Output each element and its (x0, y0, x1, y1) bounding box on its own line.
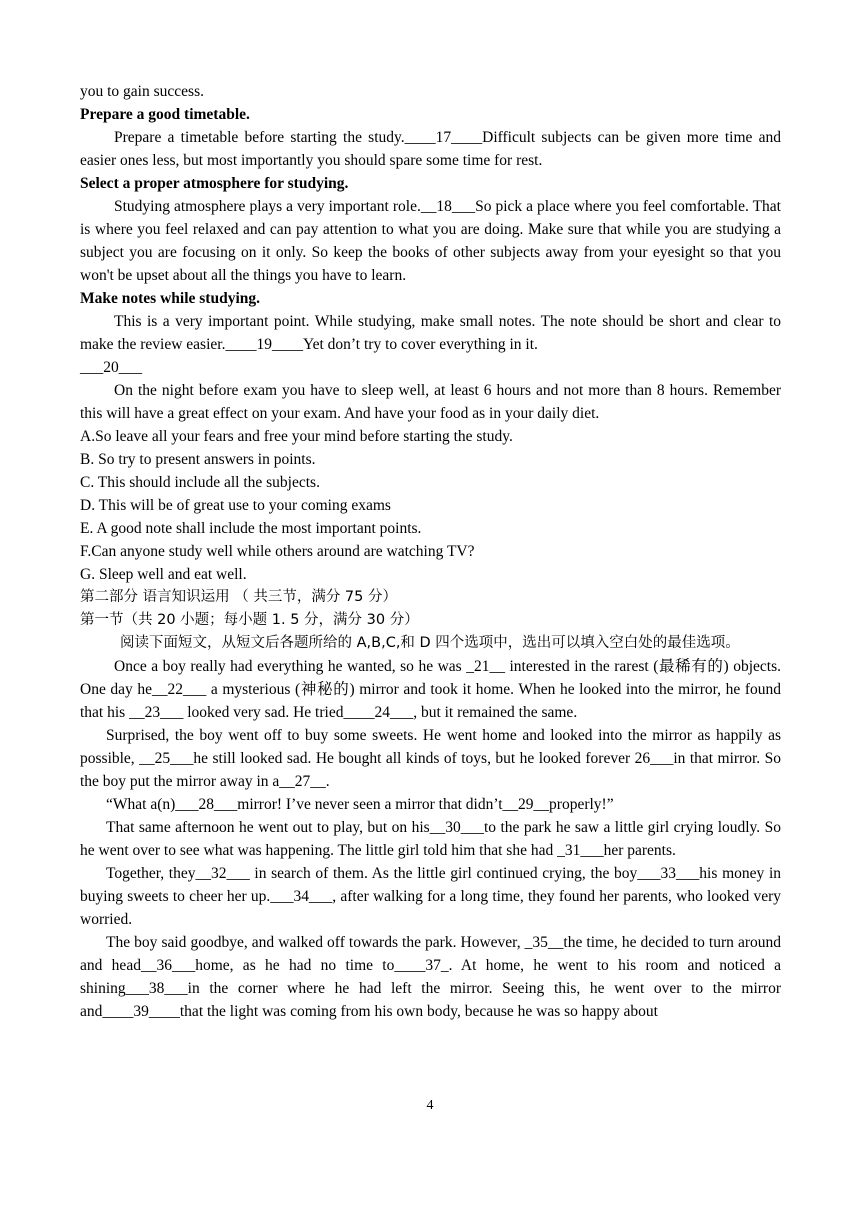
cloze-paragraph-3: “What a(n)___28___mirror! I’ve never seen a mirror that didn’t__29__properly!” (106, 796, 614, 813)
option-a: A.So leave all your fears and free your mind before starting the study. (80, 428, 513, 445)
option-b: B. So try to present answers in points. (80, 451, 316, 468)
section-heading-part2: 第二部分 语言知识运用 （ 共三节，满分 75 分） (80, 589, 397, 605)
cloze-paragraph-2: Surprised, the boy went off to buy some sweets. He went home and looked into the mirror as happily as possible, __25___he still looked sad. He bought all kinds of toys, but he looked forever 26___in that mirror. So the boy put the mirror away in a__27__. (80, 727, 781, 790)
cloze-paragraph-4: That same afternoon he went out to play, but on his__30___to the park he saw a little girl crying loudly. So he went over to see what was happening. The little girl told him that she had _31___her parents. (80, 819, 781, 859)
blank-20: ___20___ (80, 359, 142, 376)
option-c: C. This should include all the subjects. (80, 474, 320, 491)
heading-atmosphere: Select a proper atmosphere for studying. (80, 175, 349, 192)
option-g: G. Sleep well and eat well. (80, 566, 247, 583)
option-f: F.Can anyone study well while others around are watching TV? (80, 543, 475, 560)
option-d: D. This will be of great use to your coming exams (80, 497, 391, 514)
text-line: you to gain success. (80, 83, 204, 100)
paragraph-timetable: Prepare a timetable before starting the study.____17____Difficult subjects can be given more time and easier ones less, but most importantly you should spare some time for rest. (80, 129, 781, 169)
cloze-paragraph-5: Together, they__32___ in search of them. As the little girl continued crying, the boy___33___his money in buying sweets to cheer her up.___34___, after walking for a long time, they found her parents, who looked very worried. (80, 865, 781, 928)
paragraph-notes: This is a very important point. While studying, make small notes. The note should be short and clear to make the review easier.____19____Yet don’t try to cover everything in it. (80, 313, 781, 353)
paragraph-atmosphere: Studying atmosphere plays a very important role.__18___So pick a place where you feel comfortable. That is where you feel relaxed and can pay attention to what you are doing. Make sure that while you are studying a subject you are focusing on it only. So keep the books of other subjects away from your eyesight so that you won't be upset about all the things you have to learn. (80, 198, 781, 284)
heading-notes: Make notes while studying. (80, 290, 260, 307)
heading-timetable: Prepare a good timetable. (80, 106, 250, 123)
cloze-paragraph-1: Once a boy really had everything he wanted, so he was _21__ interested in the rarest (最稀有的) objects. One day he__22___ a mysterious (神秘的) mirror and took it home. When he looked into the mirror, he found that his __23___ looked very sad. He tried____24___, but it remained the same. (80, 658, 781, 721)
document-page (80, 80, 781, 1023)
option-e: E. A good note shall include the most important points. (80, 520, 422, 537)
instructions: 阅读下面短文，从短文后各题所给的 A,B,C,和 D 四个选项中，选出可以填入空白处的最佳选项。 (120, 635, 740, 651)
paragraph-sleep: On the night before exam you have to sleep well, at least 6 hours and not more than 8 hours. Remember this will have a great effect on your exam. And have your food as in your daily diet. (80, 382, 781, 422)
cloze-paragraph-6: The boy said goodbye, and walked off towards the park. However, _35__the time, he decided to turn around and head__36___home, as he had no time to____37_. At home, he went to his room and noticed a shining___38___in the corner where he had left the mirror. Seeing this, he went over to the mirror and____39____that the light was coming from his own body, because he was so happy about (80, 934, 781, 1020)
section-heading-part2-1: 第一节（共 20 小题；每小题 1. 5 分，满分 30 分） (80, 612, 419, 628)
page-number: 4 (426, 1098, 434, 1113)
